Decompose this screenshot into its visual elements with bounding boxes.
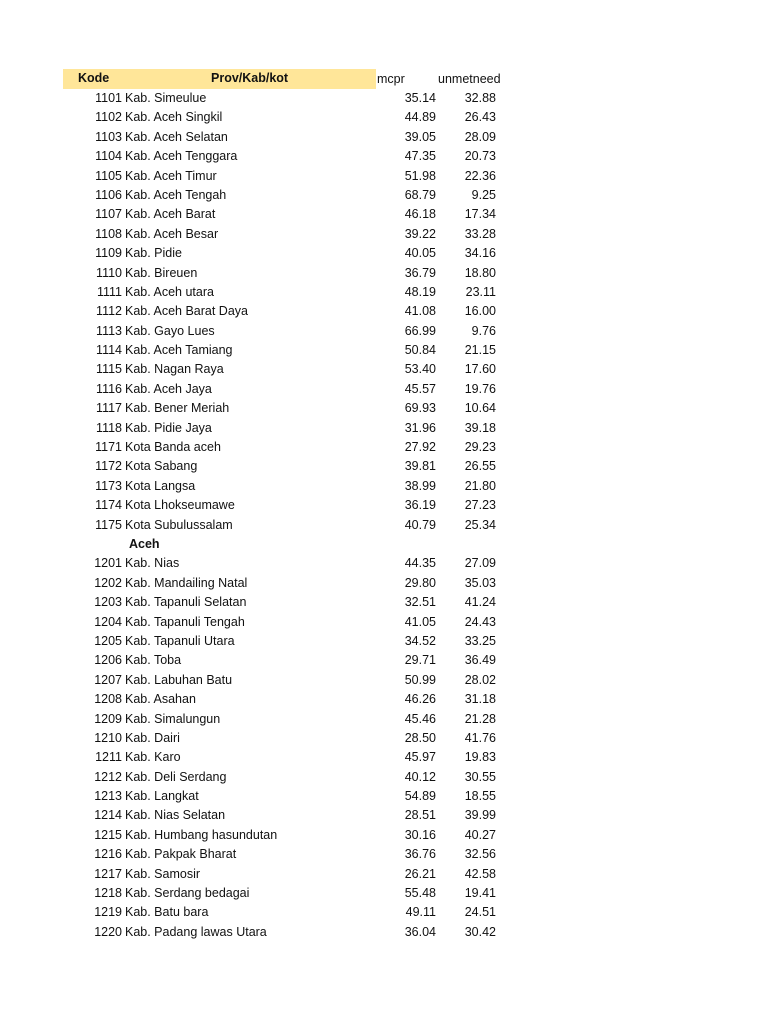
cell-kode: 1114 (96, 343, 122, 358)
cell-mcpr: 48.19 (404, 284, 436, 299)
table-row (0, 768, 768, 787)
cell-mcpr: 44.35 (404, 556, 436, 571)
cell-kode: 1103 (95, 129, 122, 144)
cell-unmetneed: 32.88 (464, 91, 496, 105)
cell-name: Kab. Karo (125, 750, 181, 765)
table-row (0, 457, 768, 476)
cell-kode: 1117 (96, 401, 122, 416)
table-row (0, 380, 768, 399)
cell-unmetneed: 21.15 (464, 343, 496, 358)
cell-mcpr: 41.05 (404, 614, 436, 629)
cell-unmetneed: 28.02 (464, 672, 496, 687)
cell-mcpr: 26.21 (404, 866, 436, 881)
cell-mcpr: 40.05 (404, 246, 436, 261)
cell-name: Kab. Humbang hasundutan (125, 827, 278, 842)
cell-mcpr: 69.93 (404, 401, 436, 416)
cell-mcpr: 51.98 (404, 168, 436, 183)
cell-kode: 1208 (94, 692, 122, 707)
cell-unmetneed: 19.41 (464, 886, 496, 901)
cell-mcpr: 30.16 (404, 827, 436, 842)
cell-name: Kab. Aceh Tenggara (125, 149, 238, 164)
cell-mcpr: 39.81 (404, 459, 436, 474)
cell-kode: 1202 (94, 575, 122, 590)
cell-unmetneed: 26.55 (464, 459, 496, 474)
cell-name: Kab. Pakpak Bharat (125, 847, 237, 862)
table-row (0, 748, 768, 767)
table-row (0, 923, 768, 942)
cell-kode: 1108 (95, 226, 122, 241)
cell-kode: 1204 (94, 614, 122, 629)
cell-name: Kab. Bener Meriah (125, 401, 230, 416)
cell-unmetneed: 19.76 (464, 381, 496, 396)
cell-mcpr: 41.08 (404, 304, 436, 319)
table-header (0, 69, 768, 89)
table-row (0, 225, 768, 244)
table-row (0, 729, 768, 748)
cell-kode: 1215 (94, 827, 122, 842)
cell-name: Kab. Mandailing Natal (125, 575, 248, 590)
group-label: Aceh (129, 536, 160, 551)
cell-mcpr: 29.80 (404, 575, 436, 590)
cell-unmetneed: 17.60 (464, 362, 496, 377)
cell-kode: 1172 (95, 459, 122, 474)
cell-kode: 1105 (95, 168, 122, 183)
table-row (0, 399, 768, 418)
group-label-row (0, 535, 768, 554)
cell-unmetneed: 18.55 (464, 789, 496, 804)
cell-mcpr: 36.79 (404, 265, 436, 280)
cell-unmetneed: 27.23 (464, 498, 496, 513)
cell-kode: 1213 (94, 789, 122, 804)
cell-kode: 1203 (94, 595, 122, 610)
table-row (0, 205, 768, 224)
cell-kode: 1110 (96, 265, 122, 280)
cell-name: Kab. Tapanuli Utara (125, 633, 235, 648)
cell-name: Kab. Batu bara (125, 905, 209, 920)
cell-kode: 1219 (94, 905, 122, 920)
cell-unmetneed: 10.64 (464, 401, 496, 416)
cell-mcpr: 31.96 (404, 420, 436, 435)
cell-unmetneed: 22.36 (464, 168, 496, 183)
cell-unmetneed: 39.99 (464, 808, 496, 823)
table-row (0, 651, 768, 670)
cell-kode: 1212 (94, 769, 122, 784)
cell-kode: 1107 (95, 207, 122, 222)
cell-kode: 1207 (94, 672, 122, 687)
table-row (0, 89, 768, 108)
cell-kode: 1211 (95, 750, 122, 765)
cell-mcpr: 40.79 (404, 517, 436, 532)
cell-kode: 1115 (96, 362, 122, 377)
cell-mcpr: 29.71 (404, 653, 436, 668)
cell-name: Kota Sabang (125, 459, 198, 474)
cell-name: Kab. Nias (125, 556, 180, 571)
cell-kode: 1217 (94, 866, 122, 881)
table-row (0, 554, 768, 573)
cell-unmetneed: 31.18 (464, 692, 496, 707)
table-row (0, 690, 768, 709)
cell-unmetneed: 9.25 (471, 187, 496, 202)
cell-mcpr: 45.46 (404, 711, 436, 726)
table-row (0, 884, 768, 903)
cell-unmetneed: 41.24 (464, 595, 496, 610)
cell-unmetneed: 21.80 (464, 478, 496, 493)
cell-mcpr: 34.52 (404, 633, 436, 648)
cell-kode: 1175 (95, 517, 122, 532)
cell-kode: 1171 (95, 440, 122, 455)
cell-kode: 1102 (95, 110, 122, 125)
cell-mcpr: 68.79 (404, 187, 436, 202)
cell-name: Kab. Asahan (125, 692, 196, 707)
table-row (0, 574, 768, 593)
cell-mcpr: 40.12 (404, 769, 436, 784)
cell-kode: 1118 (96, 420, 122, 435)
cell-mcpr: 49.11 (405, 905, 436, 920)
table-row (0, 496, 768, 515)
cell-name: Kab. Tapanuli Tengah (125, 614, 245, 629)
cell-name: Kab. Aceh Tamiang (125, 343, 233, 358)
table-row (0, 806, 768, 825)
column-header-unmetneed: unmetneed (438, 72, 501, 86)
table-row (0, 787, 768, 806)
cell-kode: 1201 (94, 556, 122, 571)
cell-name: Kab. Bireuen (125, 265, 198, 280)
cell-kode: 1173 (95, 478, 122, 493)
column-header-kode: Kode (78, 71, 110, 85)
table-row (0, 516, 768, 535)
cell-unmetneed: 41.76 (464, 730, 496, 745)
cell-kode: 1214 (94, 808, 122, 823)
cell-unmetneed: 29.23 (464, 440, 496, 455)
table-row (0, 865, 768, 884)
cell-name: Kab. Samosir (125, 866, 201, 881)
column-header-prov-kab-kot: Prov/Kab/kot (211, 71, 289, 85)
table-row (0, 593, 768, 612)
cell-name: Kab. Nias Selatan (125, 808, 226, 823)
table-row (0, 283, 768, 302)
cell-name: Kab. Aceh Timur (125, 168, 217, 183)
table-row (0, 264, 768, 283)
cell-name: Kab. Aceh Besar (125, 226, 219, 241)
cell-unmetneed: 39.18 (464, 420, 496, 435)
cell-unmetneed: 40.27 (464, 827, 496, 842)
column-header-mcpr: mcpr (377, 72, 405, 86)
cell-mcpr: 36.19 (404, 498, 436, 513)
cell-mcpr: 54.89 (404, 789, 436, 804)
cell-unmetneed: 33.28 (464, 226, 496, 241)
cell-unmetneed: 28.09 (464, 129, 496, 144)
cell-mcpr: 36.76 (404, 847, 436, 862)
cell-kode: 1101 (95, 91, 122, 105)
cell-unmetneed: 27.09 (464, 556, 496, 571)
cell-name: Kab. Dairi (125, 730, 180, 745)
cell-kode: 1116 (96, 381, 122, 396)
table-row (0, 341, 768, 360)
cell-name: Kab. Deli Serdang (125, 769, 227, 784)
cell-name: Kab. Aceh utara (125, 284, 214, 299)
cell-name: Kab. Pidie Jaya (125, 420, 212, 435)
table-row (0, 167, 768, 186)
cell-mcpr: 39.22 (404, 226, 436, 241)
table-row (0, 613, 768, 632)
cell-name: Kab. Aceh Tengah (125, 187, 227, 202)
cell-unmetneed: 19.83 (464, 750, 496, 765)
table-row (0, 322, 768, 341)
cell-name: Kab. Aceh Jaya (125, 381, 212, 396)
cell-mcpr: 47.35 (404, 149, 436, 164)
table-body (0, 89, 768, 942)
cell-mcpr: 66.99 (404, 323, 436, 338)
cell-unmetneed: 30.55 (464, 769, 496, 784)
cell-name: Kota Subulussalam (125, 517, 233, 532)
cell-name: Kota Langsa (125, 478, 196, 493)
cell-unmetneed: 9.76 (471, 323, 496, 338)
cell-kode: 1109 (95, 246, 122, 261)
cell-unmetneed: 26.43 (464, 110, 496, 125)
cell-name: Kab. Aceh Barat (125, 207, 216, 222)
cell-kode: 1210 (94, 730, 122, 745)
cell-mcpr: 36.04 (404, 924, 436, 939)
cell-kode: 1206 (94, 653, 122, 668)
cell-unmetneed: 16.00 (464, 304, 496, 319)
table-row (0, 845, 768, 864)
cell-mcpr: 55.48 (404, 886, 436, 901)
cell-kode: 1174 (95, 498, 122, 513)
cell-kode: 1209 (94, 711, 122, 726)
table-row (0, 360, 768, 379)
table-row (0, 128, 768, 147)
cell-name: Kab. Aceh Singkil (125, 110, 223, 125)
cell-kode: 1113 (96, 323, 122, 338)
table-row (0, 108, 768, 127)
cell-name: Kab. Gayo Lues (125, 323, 215, 338)
cell-mcpr: 38.99 (404, 478, 436, 493)
cell-kode: 1205 (94, 633, 122, 648)
cell-mcpr: 27.92 (404, 440, 436, 455)
cell-unmetneed: 35.03 (464, 575, 496, 590)
cell-name: Kota Banda aceh (125, 440, 221, 455)
cell-name: Kab. Aceh Barat Daya (125, 304, 248, 319)
cell-mcpr: 39.05 (404, 129, 436, 144)
table-row (0, 186, 768, 205)
cell-unmetneed: 34.16 (464, 246, 496, 261)
table-row (0, 147, 768, 166)
table-row (0, 438, 768, 457)
cell-name: Kab. Simeulue (125, 91, 207, 105)
cell-unmetneed: 32.56 (464, 847, 496, 862)
cell-mcpr: 28.50 (404, 730, 436, 745)
table-row (0, 632, 768, 651)
cell-unmetneed: 33.25 (464, 633, 496, 648)
cell-kode: 1220 (94, 924, 122, 939)
cell-mcpr: 46.26 (404, 692, 436, 707)
cell-mcpr: 45.57 (404, 381, 436, 396)
cell-unmetneed: 17.34 (464, 207, 496, 222)
cell-unmetneed: 18.80 (464, 265, 496, 280)
cell-unmetneed: 24.43 (464, 614, 496, 629)
cell-mcpr: 50.84 (404, 343, 436, 358)
table-row (0, 477, 768, 496)
cell-mcpr: 44.89 (404, 110, 436, 125)
cell-unmetneed: 21.28 (464, 711, 496, 726)
cell-unmetneed: 42.58 (464, 866, 496, 881)
cell-name: Kab. Langkat (125, 789, 199, 804)
cell-kode: 1112 (96, 304, 122, 319)
cell-mcpr: 28.51 (404, 808, 436, 823)
cell-unmetneed: 20.73 (464, 149, 496, 164)
table-row (0, 244, 768, 263)
cell-kode: 1218 (94, 886, 122, 901)
cell-mcpr: 35.14 (404, 91, 436, 105)
cell-name: Kab. Aceh Selatan (125, 129, 228, 144)
cell-mcpr: 32.51 (404, 595, 436, 610)
table-row (0, 710, 768, 729)
cell-name: Kab. Simalungun (125, 711, 221, 726)
cell-name: Kota Lhokseumawe (125, 498, 235, 513)
cell-mcpr: 45.97 (404, 750, 436, 765)
cell-kode: 1106 (95, 187, 122, 202)
cell-kode: 1216 (94, 847, 122, 862)
cell-unmetneed: 30.42 (464, 924, 496, 939)
cell-name: Kab. Labuhan Batu (125, 672, 233, 687)
cell-name: Kab. Tapanuli Selatan (125, 595, 247, 610)
cell-mcpr: 53.40 (404, 362, 436, 377)
cell-kode: 1104 (95, 149, 122, 164)
table-row (0, 671, 768, 690)
table-row (0, 903, 768, 922)
cell-unmetneed: 23.11 (465, 284, 496, 299)
cell-name: Kab. Nagan Raya (125, 362, 224, 377)
cell-unmetneed: 24.51 (464, 905, 496, 920)
cell-name: Kab. Toba (125, 653, 182, 668)
cell-kode: 1111 (96, 284, 122, 299)
cell-name: Kab. Padang lawas Utara (125, 924, 267, 939)
cell-name: Kab. Pidie (125, 246, 182, 261)
cell-mcpr: 50.99 (404, 672, 436, 687)
cell-unmetneed: 25.34 (464, 517, 496, 532)
table-row (0, 419, 768, 438)
table-row (0, 302, 768, 321)
table-row (0, 826, 768, 845)
cell-unmetneed: 36.49 (464, 653, 496, 668)
cell-name: Kab. Serdang bedagai (125, 886, 250, 901)
cell-mcpr: 46.18 (404, 207, 436, 222)
